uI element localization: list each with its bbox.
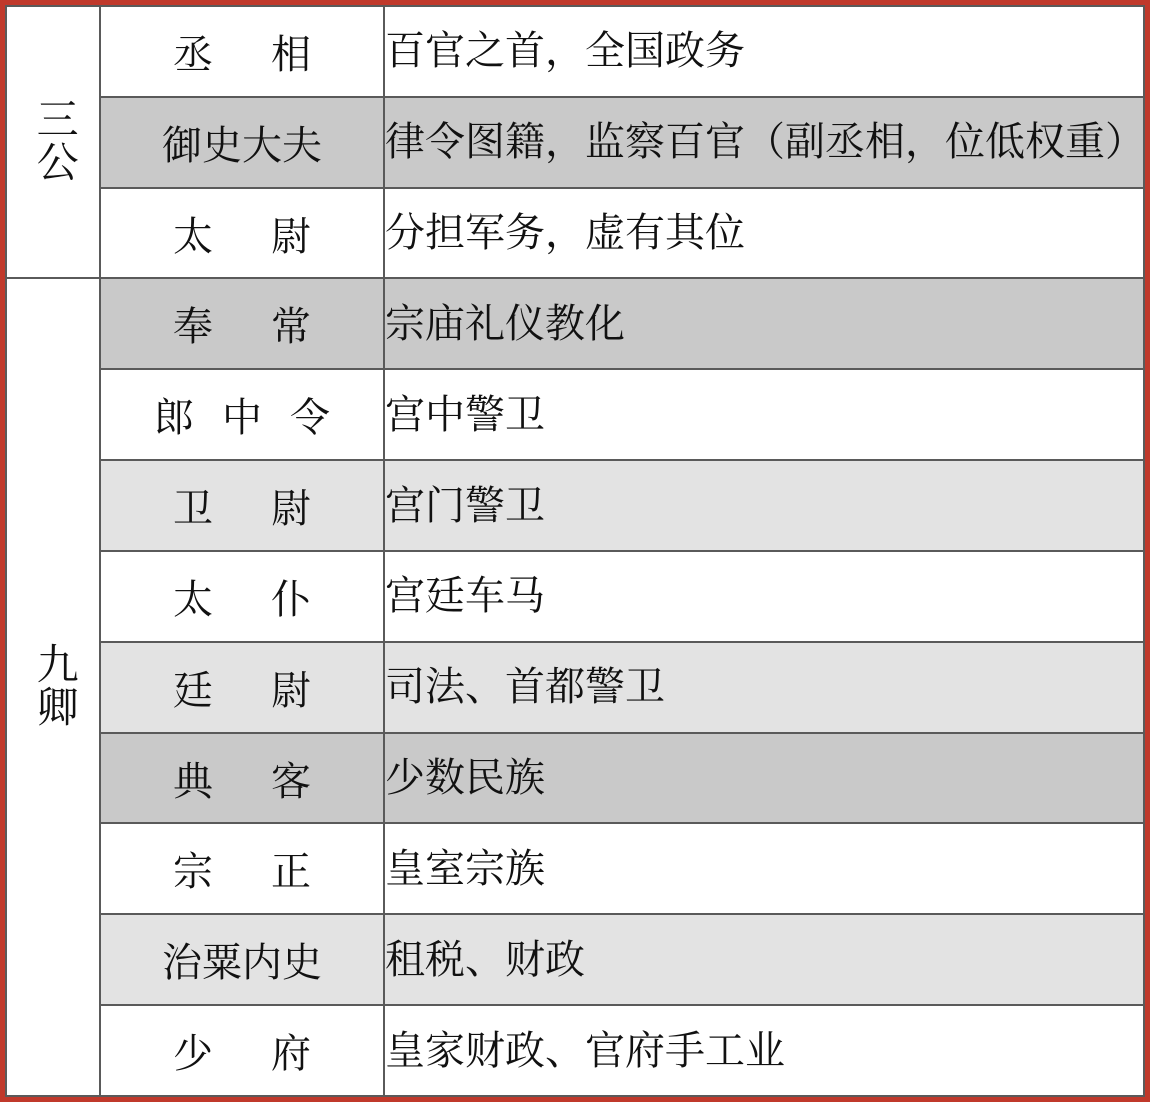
government-structure-table <box>5 5 1145 1097</box>
table-row <box>6 188 1144 279</box>
office-duty: 司法、首都警卫 <box>385 664 665 710</box>
office-duty-cell <box>384 460 1144 551</box>
office-duty: 宫廷车马 <box>385 573 545 619</box>
office-duty-cell <box>384 278 1144 369</box>
office-name: 郎中令 <box>154 395 358 441</box>
office-name: 丞相 <box>173 31 369 77</box>
office-duty: 律令图籍，监察百官（副丞相，位低权重） <box>385 119 1145 165</box>
office-duty-cell <box>384 823 1144 914</box>
office-duty-cell <box>384 914 1144 1005</box>
table-row <box>6 733 1144 824</box>
office-name: 典客 <box>173 758 369 804</box>
office-name-cell <box>100 97 384 188</box>
office-duty: 少数民族 <box>385 755 545 801</box>
group-label-cell-jiuqing <box>6 278 100 1096</box>
table-row <box>6 551 1144 642</box>
office-duty-cell <box>384 733 1144 824</box>
table-row <box>6 823 1144 914</box>
office-duty: 租税、财政 <box>385 936 585 982</box>
office-name: 少府 <box>173 1031 369 1077</box>
table-row <box>6 460 1144 551</box>
office-name-cell <box>100 823 384 914</box>
office-duty-cell <box>384 551 1144 642</box>
office-name-cell <box>100 642 384 733</box>
office-name: 御史大夫 <box>162 122 322 168</box>
office-name-cell <box>100 914 384 1005</box>
office-name-cell <box>100 551 384 642</box>
office-name: 奉常 <box>173 304 369 350</box>
group-label: 九卿 <box>30 641 77 728</box>
group-label: 三公 <box>30 96 77 183</box>
office-name: 宗正 <box>173 849 369 895</box>
office-name: 太仆 <box>173 576 369 622</box>
office-duty-cell <box>384 188 1144 279</box>
table-row <box>6 97 1144 188</box>
office-name-cell <box>100 1005 384 1096</box>
office-duty: 百官之首，全国政务 <box>385 28 745 74</box>
table-row <box>6 278 1144 369</box>
office-name: 太尉 <box>173 213 369 259</box>
office-duty-cell <box>384 369 1144 460</box>
table-row <box>6 369 1144 460</box>
office-duty-cell <box>384 1005 1144 1096</box>
office-duty: 宫门警卫 <box>385 482 545 528</box>
office-name: 治粟内史 <box>162 940 322 986</box>
office-name-cell <box>100 369 384 460</box>
office-name-cell <box>100 278 384 369</box>
office-duty: 宗庙礼仪教化 <box>385 300 625 346</box>
table-row <box>6 642 1144 733</box>
table-row <box>6 6 1144 97</box>
office-duty: 皇室宗族 <box>385 845 545 891</box>
office-name: 廷尉 <box>173 667 369 713</box>
office-name-cell <box>100 188 384 279</box>
office-duty-cell <box>384 6 1144 97</box>
office-name-cell <box>100 6 384 97</box>
office-name-cell <box>100 733 384 824</box>
office-duty: 皇家财政、官府手工业 <box>385 1027 785 1073</box>
table-row <box>6 1005 1144 1096</box>
office-duty-cell <box>384 642 1144 733</box>
group-label-cell-sangong <box>6 6 100 278</box>
office-name: 卫尉 <box>173 486 369 532</box>
table-body <box>6 6 1144 1096</box>
office-duty: 宫中警卫 <box>385 391 545 437</box>
office-name-cell <box>100 460 384 551</box>
office-duty: 分担军务，虚有其位 <box>385 210 745 256</box>
office-duty-cell <box>384 97 1144 188</box>
table-row <box>6 914 1144 1005</box>
